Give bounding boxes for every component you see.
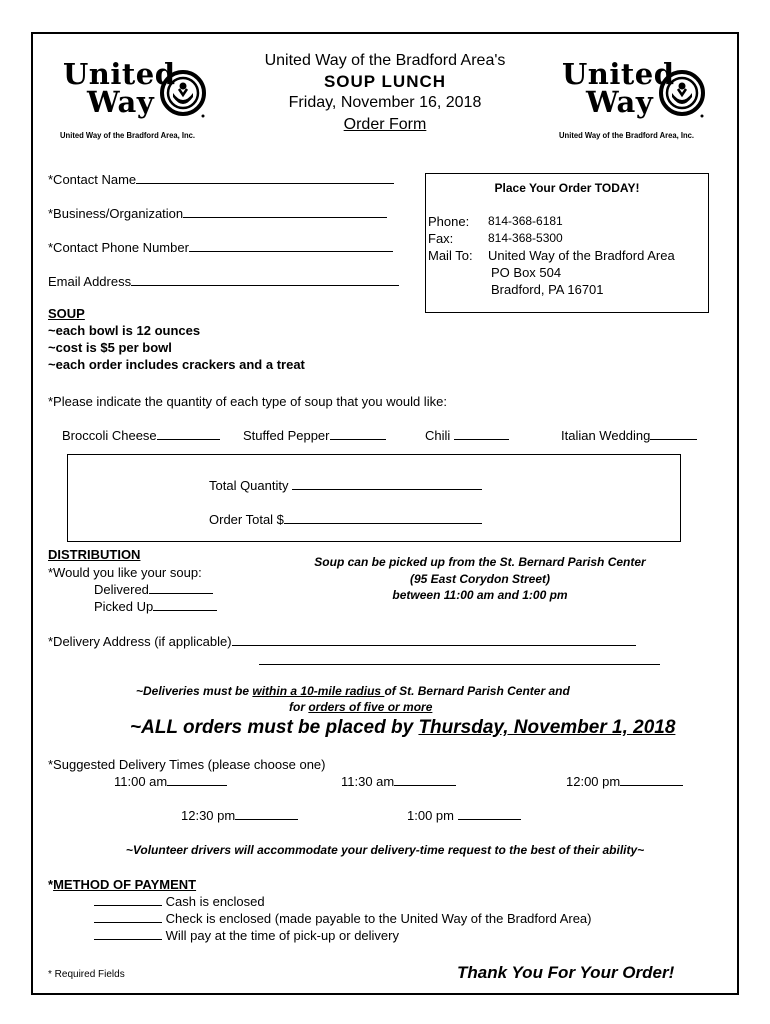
time-100-option[interactable]: 1:00 pm (407, 808, 521, 823)
contact-phone-label: *Contact Phone Number (48, 240, 189, 255)
distribution-heading: DISTRIBUTION (48, 547, 141, 562)
soup-italian-wedding-field[interactable] (561, 428, 697, 443)
soup-heading: SOUP (48, 306, 85, 321)
logo-word-united: United (63, 57, 176, 91)
payment-later-option[interactable]: Will pay at the time of pick-up or delivery (94, 928, 399, 943)
contact-name-label: *Contact Name (48, 172, 137, 187)
distribution-question: *Would you like your soup: (48, 565, 202, 580)
organization-field[interactable] (48, 206, 387, 221)
thank-you-message: Thank You For Your Order! (457, 963, 675, 982)
payment-heading: *METHOD OF PAYMENT (48, 877, 197, 892)
soup-instruction: *Please indicate the quantity of each type of soup that you would like: (48, 394, 447, 409)
mail-address-line2: PO Box 504 (491, 265, 562, 280)
event-date: Friday, November 16, 2018 (288, 94, 482, 111)
order-total-label: Order Total $ (209, 512, 284, 527)
soup-type-label: Italian Wedding (561, 428, 651, 443)
email-label: Email Address (48, 274, 132, 289)
logo-caption: United Way of the Bradford Area, Inc. (60, 130, 196, 140)
pickup-location: Soup can be picked up from the St. Bernard Parish Center (314, 555, 646, 569)
payment-check-option[interactable]: Check is enclosed (made payable to the United Way of the Bradford Area) (94, 911, 591, 926)
logo-caption: United Way of the Bradford Area, Inc. (559, 130, 695, 140)
required-fields-note: * Required Fields (48, 969, 125, 980)
order-total-field[interactable] (209, 512, 482, 527)
time-1130-option[interactable]: 11:30 am (341, 774, 456, 789)
total-quantity-label: Total Quantity (209, 478, 289, 493)
phone-number: 814-368-6181 (488, 214, 563, 228)
picked-up-option[interactable] (94, 599, 217, 614)
place-order-title: Place Your Order TODAY! (494, 181, 640, 195)
order-deadline-note: ~ALL orders must be placed by Thursday, November 1, 2018 (130, 717, 676, 738)
delivery-times-label: *Suggested Delivery Times (please choose one) (48, 757, 326, 772)
delivered-label: Delivered (94, 582, 149, 597)
united-way-hand-icon (159, 69, 207, 119)
united-way-logo-right (556, 55, 706, 155)
fax-label: Fax: (428, 231, 454, 246)
logo-word-way: Way (586, 85, 654, 119)
email-field[interactable] (48, 274, 399, 289)
logo-word-way: Way (87, 85, 155, 119)
soup-includes: ~each order includes crackers and a treat (48, 357, 305, 372)
header-org-line: United Way of the Bradford Area's (264, 52, 506, 69)
pickup-address: (95 East Corydon Street) (409, 572, 551, 586)
delivery-address-label: *Delivery Address (if applicable) (48, 634, 232, 649)
contact-phone-field[interactable] (48, 240, 393, 255)
soup-stuffed-pepper-field[interactable] (243, 428, 386, 443)
total-quantity-field[interactable] (209, 478, 482, 493)
united-way-hand-icon (658, 69, 706, 119)
time-1100-option[interactable]: 11:00 am (114, 774, 227, 789)
delivery-address-field[interactable] (48, 634, 636, 649)
time-1230-option[interactable]: 12:30 pm (181, 808, 298, 823)
organization-label: *Business/Organization (48, 206, 184, 221)
payment-cash-option[interactable]: Cash is enclosed (94, 894, 265, 909)
delivery-minimum-note: for orders of five or more (289, 700, 433, 714)
picked-up-label: Picked Up (94, 599, 154, 614)
soup-cost: ~cost is $5 per bowl (48, 340, 172, 355)
delivered-option[interactable] (94, 582, 213, 597)
mail-address-line3: Bradford, PA 16701 (491, 282, 604, 297)
phone-label: Phone: (428, 214, 470, 229)
united-way-logo-left (57, 55, 207, 155)
volunteer-driver-note: ~Volunteer drivers will accommodate your delivery-time request to the best of their ability~ (125, 843, 645, 857)
delivery-address-line2[interactable] (259, 664, 660, 665)
pickup-hours: between 11:00 am and 1:00 pm (392, 588, 568, 602)
soup-bowl-size: ~each bowl is 12 ounces (48, 323, 201, 338)
soup-type-label: Stuffed Pepper (243, 428, 330, 443)
time-1200-option[interactable]: 12:00 pm (566, 774, 683, 789)
delivery-radius-note: ~Deliveries must be within a 10-mile radius of St. Bernard Parish Center and (136, 684, 570, 698)
form-subtitle: Order Form (343, 116, 427, 133)
soup-type-label: Chili (425, 428, 451, 443)
soup-type-label: Broccoli Cheese (62, 428, 157, 443)
contact-name-field[interactable] (48, 172, 394, 187)
mail-address-line1: United Way of the Bradford Area (488, 248, 675, 263)
soup-broccoli-cheese-field[interactable] (62, 428, 220, 443)
totals-box (67, 454, 681, 542)
logo-word-united: United (562, 57, 675, 91)
mail-to-label: Mail To: (428, 248, 473, 263)
soup-chili-field[interactable] (425, 428, 509, 443)
page-title: SOUP LUNCH (323, 72, 447, 91)
fax-number: 814-368-5300 (488, 231, 563, 245)
